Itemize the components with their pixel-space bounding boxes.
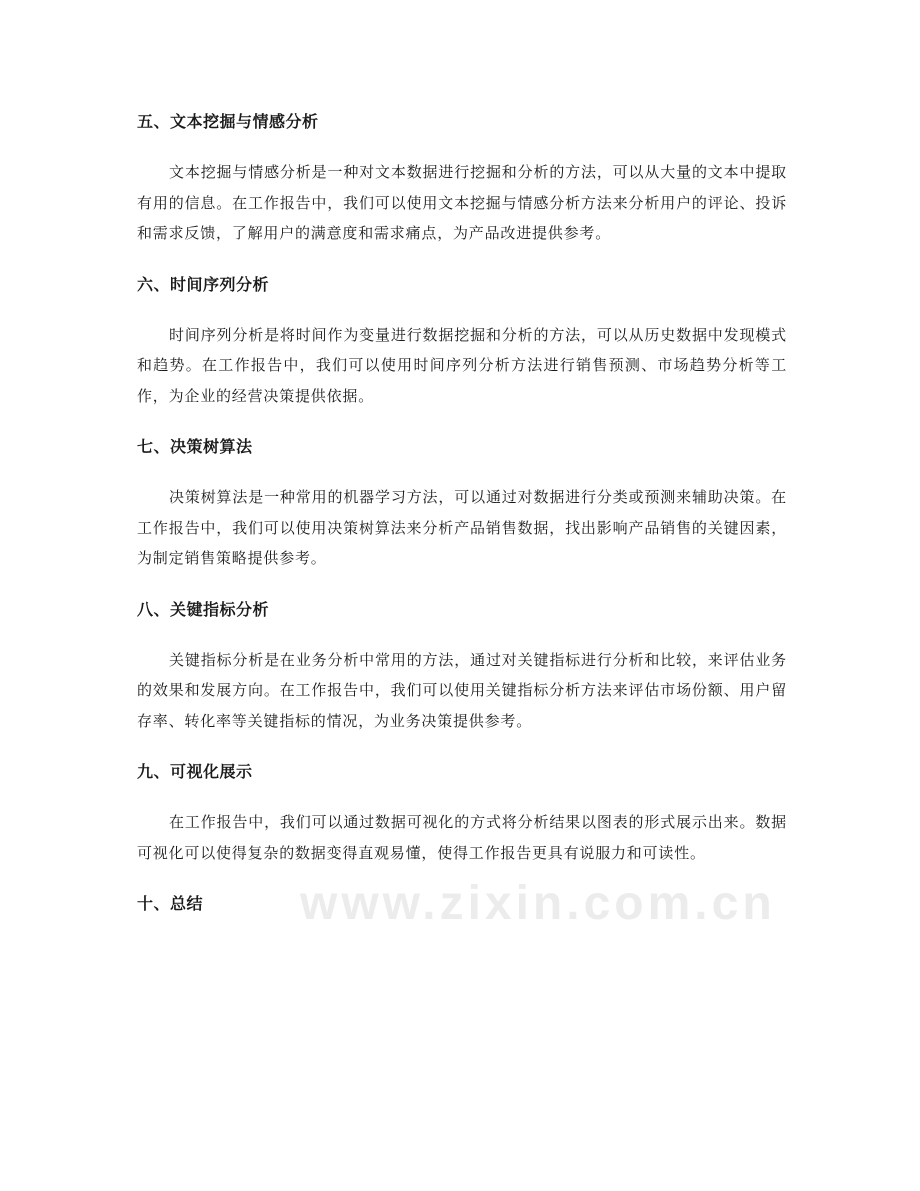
section-heading-10: 十、总结 (137, 894, 204, 913)
section-paragraph-8: 关键指标分析是在业务分析中常用的方法，通过对关键指标进行分析和比较，来评估业务的效果和发展方向。在工作报告中，我们可以使用关键指标分析方法来评估市场份额、用户留存率、转化率等关键指标的情况，为业务决策提供参考。 (137, 650, 787, 730)
section-paragraph-5: 文本挖掘与情感分析是一种对文本数据进行挖掘和分析的方法，可以从大量的文本中提取有用的信息。在工作报告中，我们可以使用文本挖掘与情感分析方法来分析用户的评论、投诉和需求反馈，了解用户的满意度和需求痛点，为产品改进提供参考。 (137, 163, 787, 242)
section-heading-7: 七、决策树算法 (137, 437, 253, 456)
section-paragraph-9: 在工作报告中，我们可以通过数据可视化的方式将分析结果以图表的形式展示出来。数据可视化可以使得复杂的数据变得直观易懂，使得工作报告更具有说服力和可读性。 (137, 813, 787, 862)
watermark: www.zixin.com.cn (300, 877, 776, 930)
section-heading-5: 五、文本挖掘与情感分析 (137, 112, 319, 131)
section-heading-9: 九、可视化展示 (137, 762, 253, 781)
section-heading-6: 六、时间序列分析 (137, 274, 270, 294)
section-paragraph-7: 决策树算法是一种常用的机器学习方法，可以通过对数据进行分类或预测来辅助决策。在工作报告中，我们可以使用决策树算法来分析产品销售数据，找出影响产品销售的关键因素，为制定销售策略提供参考。 (137, 488, 787, 567)
section-paragraph-6: 时间序列分析是将时间作为变量进行数据挖掘和分析的方法，可以从历史数据中发现模式和趋势。在工作报告中，我们可以使用时间序列分析方法进行销售预测、市场趋势分析等工作，为企业的经营决策提供依据。 (137, 325, 787, 405)
section-heading-8: 八、关键指标分析 (137, 599, 270, 619)
document-body (137, 108, 787, 918)
